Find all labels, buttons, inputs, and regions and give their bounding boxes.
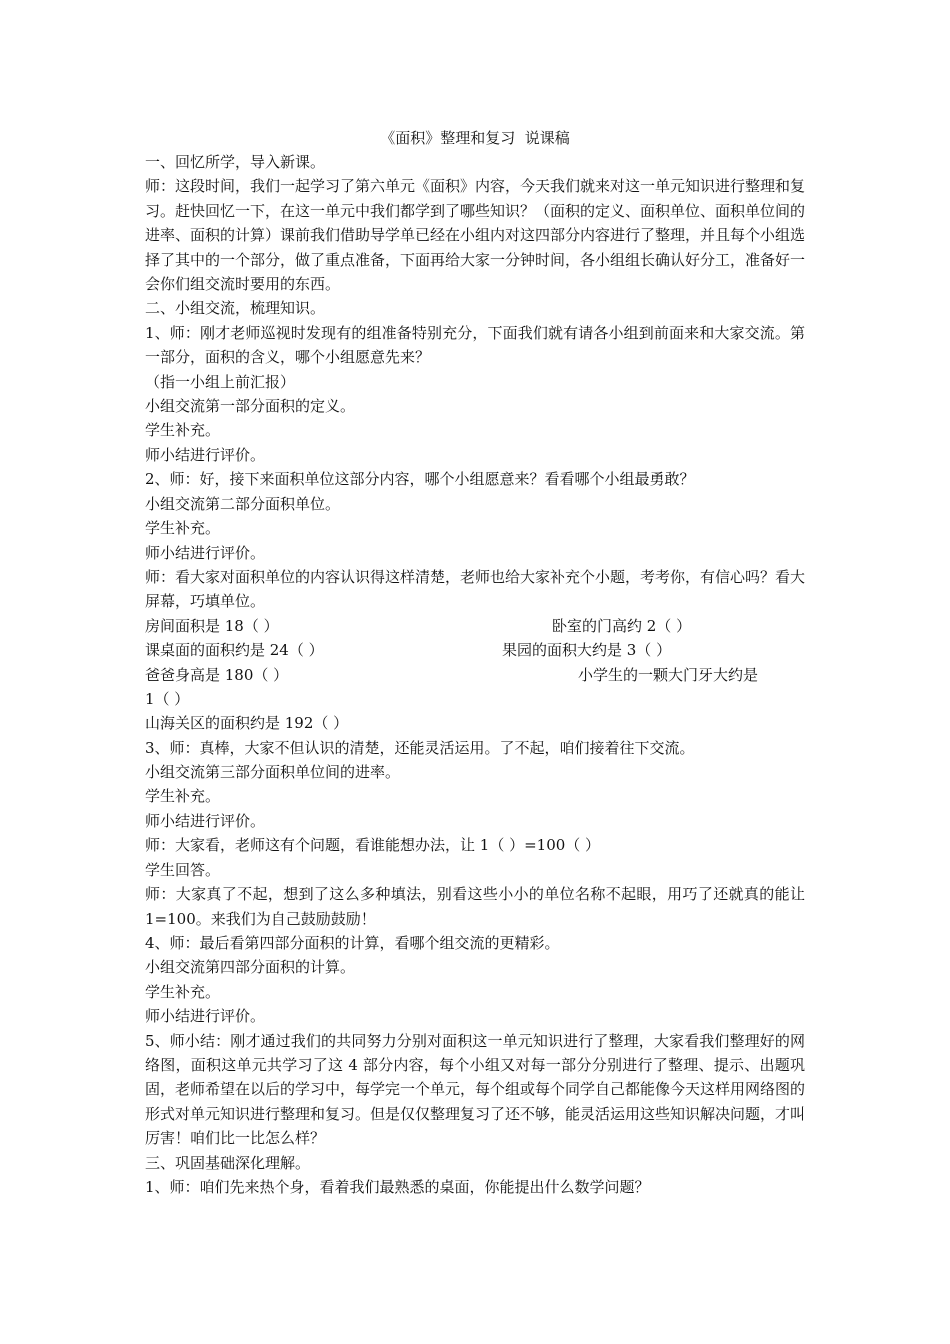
fill-in-item: 果园的面积大约是 3（ ） (502, 641, 672, 660)
fill-in-item: 1（ ） (145, 689, 190, 708)
paragraph: 1、师：刚才老师巡视时发现有的组准备特别充分，下面我们就有请各小组到前面来和大家交流。第一部分，面积的含义，哪个小组愿意先来？ (145, 323, 805, 367)
paragraph: （指一小组上前汇报） (145, 372, 296, 391)
section-heading: 二、小组交流，梳理知识。 (145, 299, 326, 318)
fill-in-row (145, 663, 805, 687)
paragraph: 师：这段时间，我们一起学习了第六单元《面积》内容，今天我们就来对这一单元知识进行整理和复习。赶快回忆一下，在这一单元中我们都学到了哪些知识？（面积的定义、面积单位、面积单位间的进率、面积的计算）课前我们借助导学单已经在小组内对这四部分内容进行了整理，并且每个小组选择了其中的一个部分，做了重点准备，下面再给大家一分钟时间，各小组组长确认好分工，准备好一会你们组交流时要用的东西。 (145, 177, 806, 294)
paragraph: 1、师：咱们先来热个身，看着我们最熟悉的桌面，你能提出什么数学问题？ (145, 1177, 650, 1196)
fill-in-item: 课桌面的面积约是 24（ ） (145, 641, 324, 660)
fill-in-item: 爸爸身高是 180（ ） (145, 665, 289, 684)
fill-in-item: 小学生的一颗大门牙大约是 (578, 665, 759, 684)
paragraph: 小组交流第二部分面积单位。 (145, 494, 341, 513)
paragraph: 师：看大家对面积单位的内容认识得这样清楚，老师也给大家补充个小题，考考你，有信心吗？看大屏幕，巧填单位。 (145, 567, 806, 611)
fill-in-row (145, 711, 805, 735)
document-title: 《面积》整理和复习 说课稿 (380, 129, 570, 147)
paragraph: 学生回答。 (145, 860, 221, 879)
paragraph: 2、师：好，接下来面积单位这部分内容，哪个小组愿意来？看看哪个小组最勇敢？ (145, 470, 695, 489)
paragraph: 师：大家看，老师这有个问题，看谁能想办法，让 1（ ）=100（ ） (145, 836, 601, 855)
paragraph: 小组交流第三部分面积单位间的进率。 (145, 763, 401, 782)
paragraph: 学生补充。 (145, 787, 221, 806)
paragraph: 学生补充。 (145, 982, 221, 1001)
section-heading: 三、巩固基础深化理解。 (145, 1153, 311, 1172)
paragraph: 师小结进行评价。 (145, 1007, 266, 1026)
fill-in-item: 山海关区的面积约是 192（ ） (145, 714, 349, 733)
paragraph: 师：大家真了不起，想到了这么多种填法，别看这些小小的单位名称不起眼，用巧了还就真的能让 1=100。来我们为自己鼓励鼓励！ (145, 885, 805, 928)
paragraph: 小组交流第一部分面积的定义。 (145, 397, 356, 416)
fill-in-item: 卧室的门高约 2（ ） (552, 616, 692, 635)
fill-in-row (145, 638, 805, 662)
paragraph: 3、师：真棒，大家不但认识的清楚，还能灵活运用。了不起，咱们接着往下交流。 (145, 738, 695, 757)
section-heading: 一、回忆所学，导入新课。 (145, 153, 326, 171)
document-body (145, 150, 805, 1199)
paragraph: 学生补充。 (145, 519, 221, 538)
paragraph: 师小结进行评价。 (145, 811, 266, 830)
paragraph: 小组交流第四部分面积的计算。 (145, 958, 356, 977)
paragraph: 师小结进行评价。 (145, 543, 266, 562)
paragraph: 5、师小结：刚才通过我们的共同努力分别对面积这一单元知识进行了整理，大家看我们整理好的网络图，面积这单元共学习了这 4 部分内容，每个小组又对每一部分分别进行了整理、提示、出题巩固，老师希望在以后的学习中，每学完一个单元，每个组或每个同学自己都能像今天这样用网络图的形式对单元知识进行整理和复习。但是仅仅整理复习了还不够，能灵活运用这些知识解决问题，才叫厉害！咱们比一比怎么样？ (145, 1031, 806, 1148)
fill-in-item: 房间面积是 18（ ） (145, 616, 279, 635)
fill-in-row (145, 614, 805, 638)
paragraph: 4、师：最后看第四部分面积的计算，看哪个组交流的更精彩。 (145, 933, 560, 952)
paragraph: 学生补充。 (145, 421, 221, 440)
fill-in-row (145, 687, 805, 711)
paragraph: 师小结进行评价。 (145, 445, 266, 464)
